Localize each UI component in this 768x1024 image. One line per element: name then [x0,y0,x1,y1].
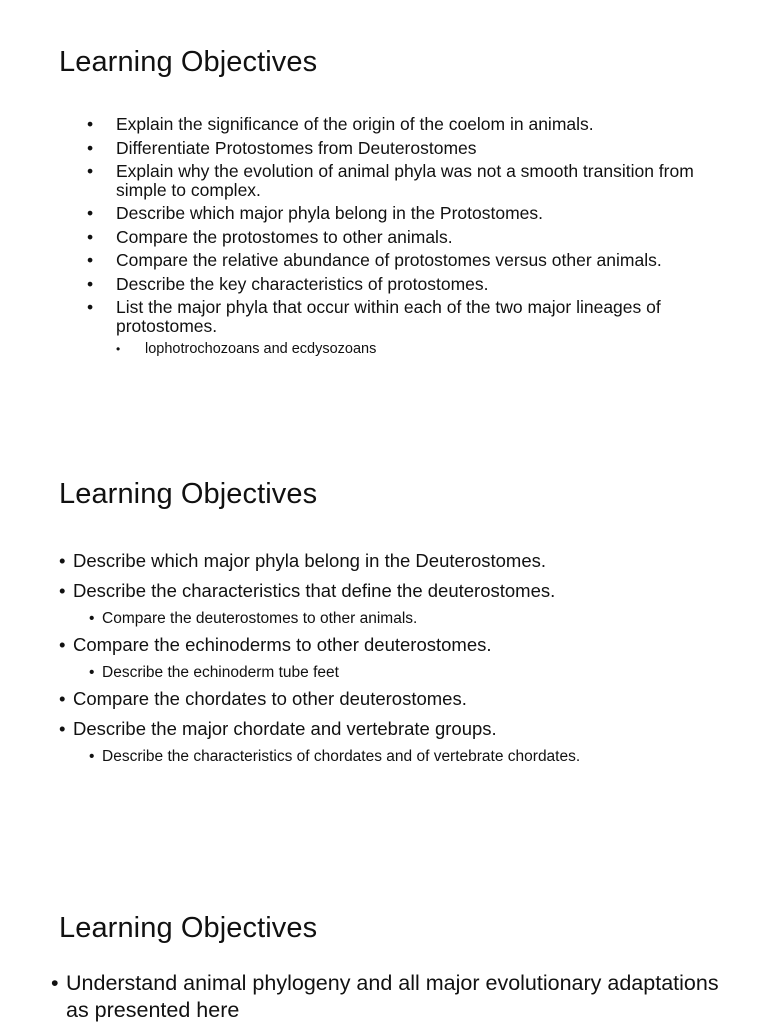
sub-list [116,340,736,358]
list-item [73,718,753,766]
slide-title: Learning Objectives [59,478,318,510]
list-item: • Describe the key characteristics of protostomes. [116,275,736,294]
list-item: • Understand animal phylogeny and all major evolutionary adaptations as presented here [66,970,726,1024]
list-item: • Compare the chordates to other deuterostomes. [73,688,753,710]
list-item: • Describe which major phyla belong in the Deuterostomes. [73,550,753,572]
list-item: • Differentiate Protostomes from Deuterostomes [116,139,736,158]
sub-list-item: • Compare the deuterostomes to other animals. [102,610,753,628]
sub-list-item: • Describe the echinoderm tube feet [102,664,753,682]
objectives-list [66,970,726,1024]
slide-3 [0,860,768,1024]
objectives-list [116,115,736,363]
sub-list-item: • lophotrochozoans and ecdysozoans [145,340,736,358]
list-item: • Describe which major phyla belong in the Protostomes. [116,204,736,223]
slide-2 [0,430,768,830]
list-item-text: List the major phyla that occur within each of the two major lineages of protostomes. [116,297,661,336]
list-item: • Compare the protostomes to other animals. [116,228,736,247]
sub-list-item: • Describe the characteristics of chordates and of vertebrate chordates. [102,748,753,766]
list-item-text: Compare the echinoderms to other deuterostomes. [73,634,492,655]
list-item [73,580,753,628]
list-item [116,298,736,358]
sub-list [73,664,753,682]
list-item: • Compare the relative abundance of protostomes versus other animals. [116,251,736,270]
slide-1 [0,0,768,400]
list-item [73,634,753,682]
slide-title: Learning Objectives [59,912,318,944]
list-item-text: Describe the major chordate and vertebrate groups. [73,718,497,739]
sub-list [73,748,753,766]
list-item: • Explain why the evolution of animal phyla was not a smooth transition from simple to complex. [116,162,736,199]
list-item: • Explain the significance of the origin of the coelom in animals. [116,115,736,134]
sub-list [73,610,753,628]
objectives-list [73,550,753,772]
list-item-text: Describe the characteristics that define the deuterostomes. [73,580,556,601]
slide-title: Learning Objectives [59,46,318,78]
